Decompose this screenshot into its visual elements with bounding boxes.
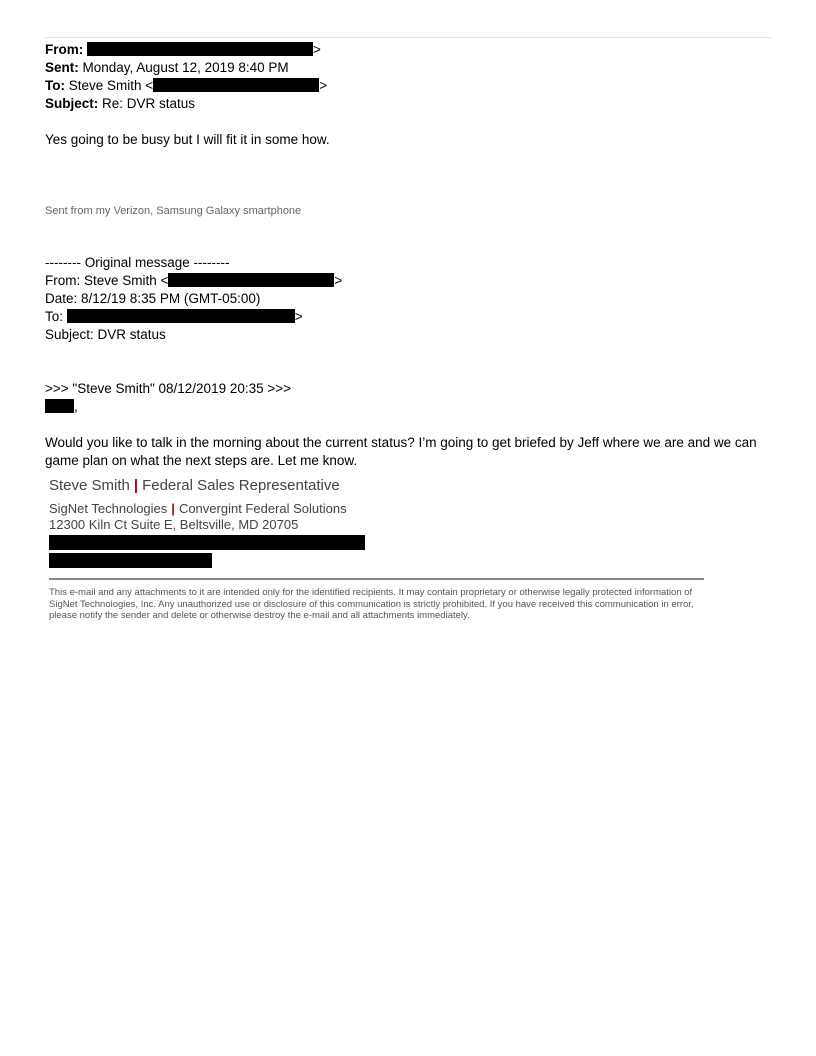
original-date: Date: 8/12/19 8:35 PM (GMT-05:00) — [45, 291, 261, 306]
sig-company2: Convergint Federal Solutions — [178, 501, 347, 516]
close-bracket: > — [319, 78, 328, 93]
original-to-label: To: — [45, 309, 64, 324]
redaction — [153, 78, 319, 92]
redaction — [45, 399, 74, 413]
redaction — [168, 273, 334, 287]
from-label: From: — [45, 42, 84, 57]
sent-line — [45, 59, 289, 77]
subject-value: Re: DVR status — [102, 96, 196, 111]
greeting-line — [45, 398, 78, 416]
redaction — [49, 535, 365, 550]
from-line — [45, 41, 321, 59]
subject-line — [45, 95, 195, 113]
sig-company-line — [49, 501, 347, 517]
close-bracket: > — [334, 273, 343, 288]
mobile-signature: Sent from my Verizon, Samsung Galaxy smartphone — [45, 205, 302, 217]
greeting-comma: , — [74, 399, 78, 414]
original-subject: Subject: DVR status — [45, 327, 166, 342]
sig-company: SigNet Technologies — [49, 501, 168, 516]
original-from — [45, 272, 342, 290]
top-divider — [45, 37, 771, 38]
reply-body: Yes going to be busy but I will fit it in some how. — [45, 132, 330, 147]
quoted-header: >>> "Steve Smith" 08/12/2019 20:35 >>> — [45, 381, 292, 396]
sent-value: Monday, August 12, 2019 8:40 PM — [82, 60, 289, 75]
sig-name-line — [49, 476, 340, 496]
to-value: Steve Smith < — [68, 78, 154, 93]
signature-rule — [49, 578, 704, 580]
sent-label: Sent: — [45, 60, 79, 75]
sig-name: Steve Smith — [49, 477, 130, 494]
to-label: To: — [45, 78, 65, 93]
quoted-body-line-1: Would you like to talk in the morning about the current status? I’m going to get briefed by Jeff where we are and we can — [45, 435, 757, 450]
close-bracket: > — [294, 309, 303, 324]
disclaimer: This e-mail and any attachments to it are intended only for the identified recipients. It may contain proprietary or otherwise legally protected information of SigNet Technologies, Inc. Any unauthorized use or disclosure of this communication is strictly prohibited. If you have received this communication in error, please notify the sender and delete or otherwise destroy the e-mail and all attachments immediately. — [49, 587, 694, 621]
to-line — [45, 77, 327, 95]
sig-pipe: | — [171, 501, 175, 516]
sig-title: Federal Sales Representative — [142, 477, 340, 494]
sig-pipe: | — [133, 477, 139, 494]
close-bracket: > — [313, 42, 321, 57]
redaction — [87, 42, 313, 56]
original-divider: -------- Original message -------- — [45, 255, 230, 270]
original-to — [45, 308, 303, 326]
subject-label: Subject: — [45, 96, 99, 111]
original-from-text: From: Steve Smith < — [45, 273, 169, 288]
sig-address: 12300 Kiln Ct Suite E, Beltsville, MD 20705 — [49, 517, 299, 532]
redaction — [67, 309, 295, 323]
redaction — [49, 553, 212, 568]
quoted-body-line-2: game plan on what the next steps are. Let me know. — [45, 453, 358, 468]
